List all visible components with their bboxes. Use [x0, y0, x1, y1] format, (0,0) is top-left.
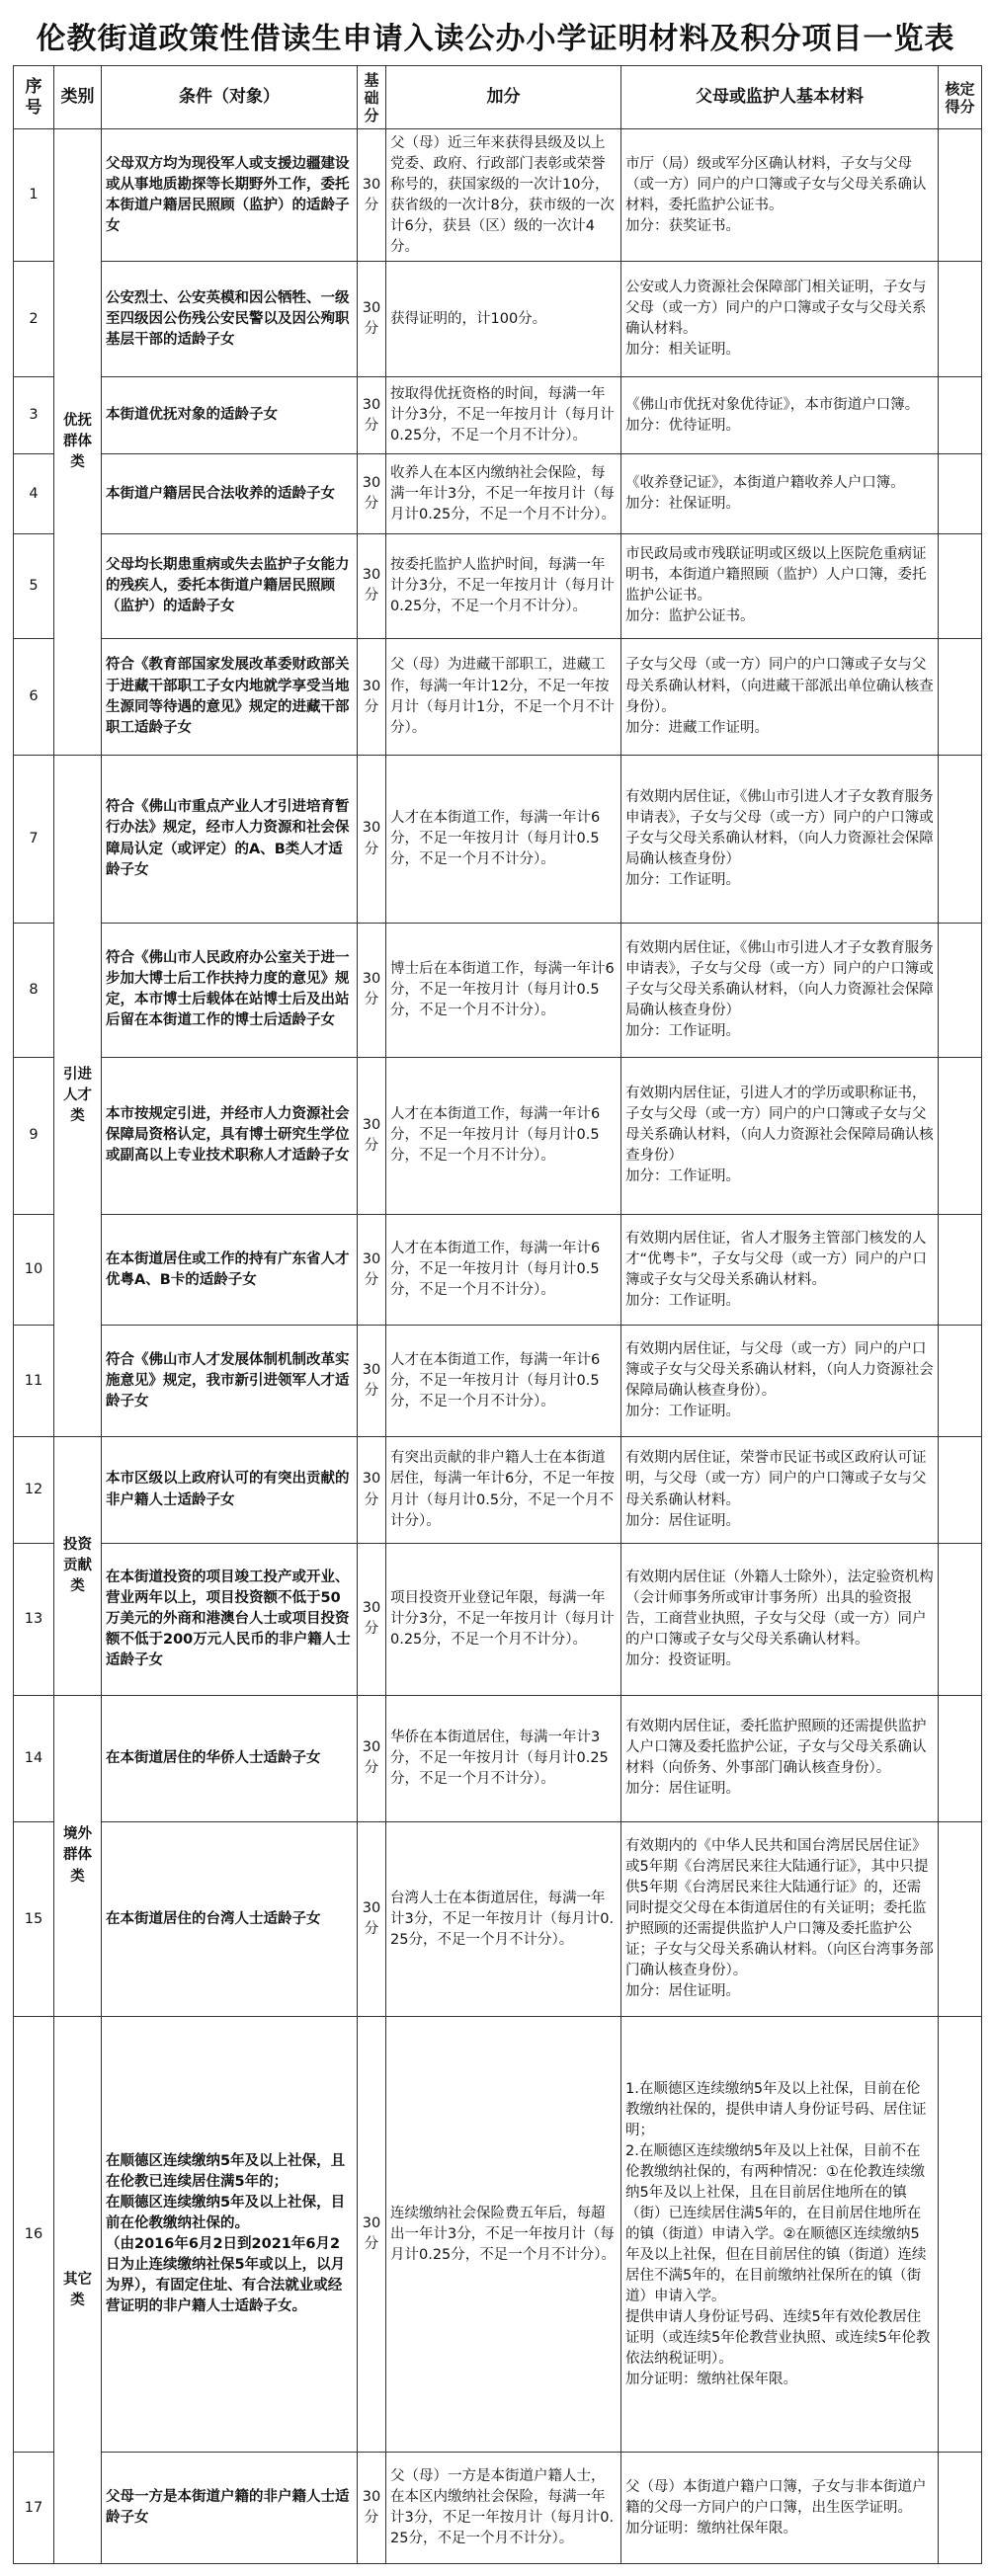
- verified-score-cell[interactable]: [939, 638, 982, 756]
- row-seq: 14: [14, 1695, 54, 1821]
- category-cell: 投资贡献类: [54, 1437, 102, 1695]
- base-score-cell: 30分: [358, 2453, 386, 2564]
- condition-cell: 本街道户籍居民合法收养的适龄子女: [102, 454, 358, 534]
- verified-score-cell[interactable]: [939, 2017, 982, 2453]
- condition-line: 在顺德区连续缴纳5年及以上社保，目前在伦教缴纳社保的。: [106, 2195, 346, 2232]
- row-seq: 17: [14, 2453, 54, 2564]
- verified-score-cell[interactable]: [939, 1214, 982, 1326]
- base-score-cell: 30分: [358, 923, 386, 1057]
- col-header-category: 类别: [54, 66, 102, 129]
- base-score-cell: 30分: [358, 129, 386, 262]
- materials-text: 子女与父母（或一方）同户的户口簿或子女与父母关系确认材料，（向进藏干部派出单位确认核查身份）。: [625, 657, 934, 715]
- bonus-cell: 人才在本街道工作，每满一年计6分，不足一年按月计（每月计0.5分，不足一个月不计分）。: [386, 1214, 621, 1326]
- category-cell: 优抚群体类: [54, 129, 102, 756]
- bonus-materials-text: 加分：工作证明。: [625, 1404, 740, 1420]
- materials-text: 《佛山市优抚对象优待证》，本市街道户口簿。: [625, 396, 920, 413]
- verified-score-cell[interactable]: [939, 129, 982, 262]
- table-row: [14, 262, 982, 377]
- materials-text: 有效期内居住证，《佛山市引进人才子女教育服务申请表》，子女与父母（或一方）同户的户口簿或子女与父母关系确认材料，（向人力资源社会保障局确认核查身份）: [625, 788, 934, 868]
- condition-cell: 在本街道居住的台湾人士适龄子女: [102, 1821, 358, 2017]
- bonus-materials-text: 加分：相关证明。: [625, 342, 740, 359]
- base-score-cell: 30分: [358, 1821, 386, 2017]
- condition-cell: 父母均长期患重病或失去监护子女能力的残疾人，委托本街道户籍居民照顾（监护）的适龄子女: [102, 534, 358, 639]
- bonus-cell: 人才在本街道工作，每满一年计6分，不足一年按月计（每月计0.5分，不足一个月不计分）。: [386, 1057, 621, 1214]
- condition-cell: 公安烈士、公安英模和因公牺牲、一级至四级因公伤残公安民警以及因公殉职基层干部的适龄子女: [102, 262, 358, 377]
- materials-line: 1.在顺德区连续缴纳5年及以上社保，目前在伦教缴纳社保的，提供申请人身份证号码、居住证明；: [625, 2080, 927, 2138]
- category-cell: 引进人才类: [54, 756, 102, 1437]
- table-row: [14, 377, 982, 454]
- bonus-cell: 项目投资开业登记年限，每满一年计分3分，不足一年按月计（每月计0.25分，不足一个月不计分）。: [386, 1543, 621, 1695]
- row-seq: 16: [14, 2017, 54, 2453]
- verified-score-cell[interactable]: [939, 756, 982, 923]
- row-seq: 1: [14, 129, 54, 262]
- materials-text: 有效期内居住证（外籍人士除外），法定验资机构（会计师事务所或审计事务所）出具的验资报告，工商营业执照，子女与父母（或一方）同户的户口簿或子女与父母关系确认材料。: [625, 1569, 934, 1648]
- verified-score-cell[interactable]: [939, 1543, 982, 1695]
- bonus-materials-text: 加分：工作证明。: [625, 872, 740, 889]
- category-cell: 其它类: [54, 2017, 102, 2564]
- bonus-cell: 人才在本街道工作，每满一年计6分，不足一年按月计（每月计0.5分，不足一个月不计分）。: [386, 1326, 621, 1437]
- materials-cell: [621, 129, 939, 262]
- condition-cell: 父母双方均为现役军人或支援边疆建设或从事地质勘探等长期野外工作，委托本街道户籍居民照顾（监护）的适龄子女: [102, 129, 358, 262]
- row-seq: 12: [14, 1437, 54, 1544]
- base-score-cell: 30分: [358, 1543, 386, 1695]
- bonus-materials-text: 加分：监护公证书。: [625, 608, 755, 625]
- materials-text: 有效期内的《中华人民共和国台湾居民居住证》或5年期《台湾居民来往大陆通行证》，其中只提供5年期《台湾居民来往大陆通行证》的，还需同时提交父母在本街道居住的有关证明；委托监护照顾的还需提供监护人户口簿及委托监护公证；子女与父母关系确认材料。（向区台湾事务部门确认核查身份）。: [625, 1837, 934, 1979]
- table-row: [14, 129, 982, 262]
- bonus-cell: 台湾人士在本街道居住，每满一年计3分，不足一年按月计（每月计0.25分，不足一个月不计分）。: [386, 1821, 621, 2017]
- materials-text: 有效期内居住证，《佛山市引进人才子女教育服务申请表》，子女与父母（或一方）同户的户口簿或子女与父母关系确认材料，（向人力资源社会保障局确认核查身份）: [625, 939, 934, 1018]
- materials-cell: [621, 1057, 939, 1214]
- condition-cell: 符合《佛山市人才发展体制机制改革实施意见》规定，我市新引进领军人才适龄子女: [102, 1326, 358, 1437]
- table-row: [14, 1543, 982, 1695]
- materials-cell: [621, 2017, 939, 2453]
- materials-cell: [621, 1437, 939, 1544]
- row-seq: 2: [14, 262, 54, 377]
- items-table: [13, 65, 982, 2564]
- bonus-materials-text: 加分：居住证明。: [625, 1512, 740, 1529]
- bonus-materials-text: 加分：进藏工作证明。: [625, 719, 769, 736]
- table-row: [14, 1695, 982, 1821]
- bonus-cell: 收养人在本区内缴纳社会保险，每满一年计3分，不足一年按月计（每月计0.25分，不足一个月不计分）。: [386, 454, 621, 534]
- bonus-cell: 获得证明的，计100分。: [386, 262, 621, 377]
- table-row: [14, 923, 982, 1057]
- verified-score-cell[interactable]: [939, 377, 982, 454]
- materials-cell: [621, 923, 939, 1057]
- condition-line: 在顺德区连续缴纳5年及以上社保，且在伦教已连续居住满5年的；: [106, 2153, 346, 2191]
- base-score-cell: 30分: [358, 262, 386, 377]
- base-score-cell: 30分: [358, 377, 386, 454]
- table-row: [14, 1821, 982, 2017]
- bonus-materials-text: 加分：工作证明。: [625, 1022, 740, 1039]
- materials-text: 有效期内居住证，引进人才的学历或职称证书，子女与父母（或一方）同户的户口簿或子女与父母关系确认材料，（向人力资源社会保障局确认核查身份）: [625, 1086, 934, 1165]
- verified-score-cell[interactable]: [939, 1695, 982, 1821]
- bonus-cell: 有突出贡献的非户籍人士在本街道居住，每满一年计6分，不足一年按月计（每月计0.5分，不足一个月不计分）。: [386, 1437, 621, 1544]
- table-row: [14, 1326, 982, 1437]
- bonus-materials-text: 加分：工作证明。: [625, 1168, 740, 1185]
- bonus-materials-text: 加分：投资证明。: [625, 1651, 740, 1668]
- table-row: [14, 1057, 982, 1214]
- condition-cell: 父母一方是本街道户籍的非户籍人士适龄子女: [102, 2453, 358, 2564]
- bonus-materials-text: 加分：工作证明。: [625, 1292, 740, 1309]
- materials-cell: [621, 534, 939, 639]
- verified-score-cell[interactable]: [939, 454, 982, 534]
- materials-cell: [621, 262, 939, 377]
- bonus-materials-text: 加分证明：缴纳社保年限。: [625, 2520, 797, 2536]
- condition-cell: 本街道优抚对象的适龄子女: [102, 377, 358, 454]
- bonus-cell: 博士后在本街道工作，每满一年计6分，不足一年按月计（每月计0.5分，不足一个月不计分）。: [386, 923, 621, 1057]
- materials-text: 公安或人力资源社会保障部门相关证明，子女与父母（或一方）同户的户口簿或子女与父母关系确认材料。: [625, 280, 927, 338]
- row-seq: 5: [14, 534, 54, 639]
- base-score-cell: 30分: [358, 534, 386, 639]
- row-seq: 8: [14, 923, 54, 1057]
- condition-cell: 在本街道居住或工作的持有广东省人才优粤A、B卡的适龄子女: [102, 1214, 358, 1326]
- materials-text: 《收养登记证》，本街道户籍收养人户口簿。: [625, 475, 905, 492]
- table-row: [14, 638, 982, 756]
- condition-cell: 在本街道投资的项目竣工投产或开业、营业两年以上，项目投资额不低于50万美元的外商和港澳台人士或项目投资额不低于200万元人民币的非户籍人士适龄子女: [102, 1543, 358, 1695]
- table-row: [14, 1437, 982, 1544]
- base-score-cell: 30分: [358, 1437, 386, 1544]
- table-row: [14, 756, 982, 923]
- bonus-materials-text: 加分：优待证明。: [625, 417, 740, 434]
- bonus-materials-text: 加分：社保证明。: [625, 496, 740, 513]
- bonus-cell: 人才在本街道工作，每满一年计6分，不足一年按月计（每月计0.5分，不足一个月不计分）。: [386, 756, 621, 923]
- condition-cell: 符合《佛山市重点产业人才引进培育暂行办法》规定，经市人力资源和社会保障局认定（或评定）的A、B类人才适龄子女: [102, 756, 358, 923]
- col-header-verified-score: 核定得分: [939, 66, 982, 129]
- condition-cell: 本市按规定引进，并经市人力资源社会保障局资格认定，具有博士研究生学位或副高以上专业技术职称人才适龄子女: [102, 1057, 358, 1214]
- col-header-materials: 父母或监护人基本材料: [621, 66, 939, 129]
- row-seq: 7: [14, 756, 54, 923]
- col-header-seq: 序号: [14, 66, 54, 129]
- verified-score-cell[interactable]: [939, 1437, 982, 1544]
- base-score-cell: 30分: [358, 1057, 386, 1214]
- materials-line: 2.在顺德区连续缴纳5年及以上社保，目前不在伦教缴纳社保的，有两种情况：①在伦教连续缴纳5年及以上社保，且在目前居住地所在的镇（街）已连续居住满5年的，在目前居住地所在的镇（街道）申请入学。②在顺德区连续缴纳5年及以上社保，但在目前居住的镇（街道）连续居住不满5年的，在目前缴纳社保所在的镇（街道）申请入学。: [625, 2142, 927, 2304]
- table-row: [14, 2453, 982, 2564]
- col-header-base-score: 基础分: [358, 66, 386, 129]
- row-seq: 15: [14, 1821, 54, 2017]
- row-seq: 10: [14, 1214, 54, 1326]
- materials-cell: [621, 1326, 939, 1437]
- materials-cell: [621, 1543, 939, 1695]
- condition-line: （由2016年6月2日到2021年6月2日为止连续缴纳社保5年或以上，以月为界），有固定住址、有合法就业或经营证明的非户籍人士适龄子女。: [106, 2236, 346, 2315]
- base-score-cell: 30分: [358, 638, 386, 756]
- bonus-cell: 按取得优抚资格的时间，每满一年计分3分，不足一年按月计（每月计0.25分，不足一个月不计分）。: [386, 377, 621, 454]
- bonus-cell: 父（母）为进藏干部职工，进藏工作，每满一年计12分，不足一年按月计（每月计1分，不足一个月不计分）。: [386, 638, 621, 756]
- verified-score-cell[interactable]: [939, 262, 982, 377]
- bonus-materials-text: 加分：居住证明。: [625, 1781, 740, 1798]
- materials-text: 有效期内居住证，省人才服务主管部门核发的人才“优粤卡”，子女与父母（或一方）同户的户口簿或子女与父母关系确认材料。: [625, 1230, 928, 1288]
- table-row: [14, 2017, 982, 2453]
- condition-cell: 符合《佛山市人民政府办公室关于进一步加大博士后工作扶持力度的意见》规定，本市博士后载体在站博士后及出站后留在本街道工作的博士后适龄子女: [102, 923, 358, 1057]
- col-header-condition: 条件（对象）: [102, 66, 358, 129]
- base-score-cell: 30分: [358, 1326, 386, 1437]
- table-row: [14, 1214, 982, 1326]
- verified-score-cell[interactable]: [939, 2453, 982, 2564]
- base-score-cell: 30分: [358, 454, 386, 534]
- bonus-cell: 按委托监护人监护时间，每满一年计分3分，不足一年按月计（每月计0.25分，不足一个月不计分）。: [386, 534, 621, 639]
- materials-text: 有效期内居住证，委托监护照顾的还需提供监护人户口簿及委托监护公证，子女与父母关系确认材料（向侨务、外事部门确认核查身份）。: [625, 1719, 927, 1777]
- bonus-cell: 连续缴纳社会保险费五年后，每超出一年计3分，不足一年按月计（每月计0.25分，不足一个月不计分）。: [386, 2017, 621, 2453]
- page-title: 伦教街道政策性借读生申请入读公办小学证明材料及积分项目一览表: [36, 22, 955, 56]
- bonus-materials-text: 加分：居住证明。: [625, 1983, 740, 2000]
- row-seq: 3: [14, 377, 54, 454]
- bonus-materials-text: 加分：获奖证书。: [625, 217, 740, 234]
- bonus-cell: 父（母）近三年来获得县级及以上党委、政府、行政部门表彰或荣誉称号的，获国家级的一次计10分，获省级的一次计8分，获市级的一次计6分，获县（区）级的一次计4分。: [386, 129, 621, 262]
- materials-cell: [621, 2453, 939, 2564]
- row-seq: 11: [14, 1326, 54, 1437]
- materials-cell: [621, 1695, 939, 1821]
- materials-cell: [621, 1214, 939, 1326]
- materials-text: 有效期内居住证，荣誉市民证书或区政府认可证明，与父母（或一方）同户的户口簿或子女与父母关系确认材料。: [625, 1450, 927, 1508]
- materials-text: 市民政局或市残联证明或区级以上医院危重病证明书，本街道户籍照顾（监护）人户口簿，委托监护公证书。: [625, 546, 927, 604]
- materials-text: 父（母）本街道户籍户口簿，子女与非本街道户籍的父母一方同户的户口簿，出生医学证明。: [625, 2478, 927, 2516]
- condition-cell: 本市区级以上政府认可的有突出贡献的非户籍人士适龄子女: [102, 1437, 358, 1544]
- bonus-cell: 华侨在本街道居住，每满一年计3分，不足一年按月计（每月计0.25分，不足一个月不计分）。: [386, 1695, 621, 1821]
- row-seq: 4: [14, 454, 54, 534]
- base-score-cell: 30分: [358, 1695, 386, 1821]
- verified-score-cell[interactable]: [939, 1326, 982, 1437]
- materials-cell: [621, 756, 939, 923]
- condition-cell: 在本街道居住的华侨人士适龄子女: [102, 1695, 358, 1821]
- materials-text: 有效期内居住证，与父母（或一方）同户的户口簿或子女与父母关系确认材料，（向人力资源社会保障局确认核查身份）。: [625, 1341, 934, 1400]
- header-row: [14, 66, 982, 129]
- base-score-cell: 30分: [358, 1214, 386, 1326]
- condition-cell: [102, 2017, 358, 2453]
- materials-cell: [621, 638, 939, 756]
- materials-line: 提供申请人身份证号码、连续5年有效伦教居住证明（或连续5年伦教营业执照、或连续5年伦教依法纳税证明）。: [625, 2308, 931, 2367]
- verified-score-cell[interactable]: [939, 1057, 982, 1214]
- verified-score-cell[interactable]: [939, 923, 982, 1057]
- row-seq: 13: [14, 1543, 54, 1695]
- materials-text: 市厅（局）级或军分区确认材料，子女与父母（或一方）同户的户口簿或子女与父母关系确认材料，委托监护公证书。: [625, 155, 927, 213]
- base-score-cell: 30分: [358, 756, 386, 923]
- bonus-cell: 父（母）一方是本街道户籍人士，在本区内缴纳社会保险，每满一年计3分，不足一年按月计（每月计0.25分，不足一个月不计分）。: [386, 2453, 621, 2564]
- verified-score-cell[interactable]: [939, 534, 982, 639]
- category-cell: 境外群体类: [54, 1695, 102, 2017]
- condition-cell: 符合《教育部国家发展改革委财政部关于进藏干部职工子女内地就学享受当地生源同等待遇的意见》规定的进藏干部职工适龄子女: [102, 638, 358, 756]
- base-score-cell: 30分: [358, 2017, 386, 2453]
- table-row: [14, 534, 982, 639]
- row-seq: 9: [14, 1057, 54, 1214]
- table-row: [14, 454, 982, 534]
- col-header-bonus: 加分: [386, 66, 621, 129]
- materials-cell: [621, 377, 939, 454]
- row-seq: 6: [14, 638, 54, 756]
- materials-cell: [621, 1821, 939, 2017]
- verified-score-cell[interactable]: [939, 1821, 982, 2017]
- bonus-materials-text: 加分证明：缴纳社保年限。: [625, 2371, 797, 2387]
- materials-cell: [621, 454, 939, 534]
